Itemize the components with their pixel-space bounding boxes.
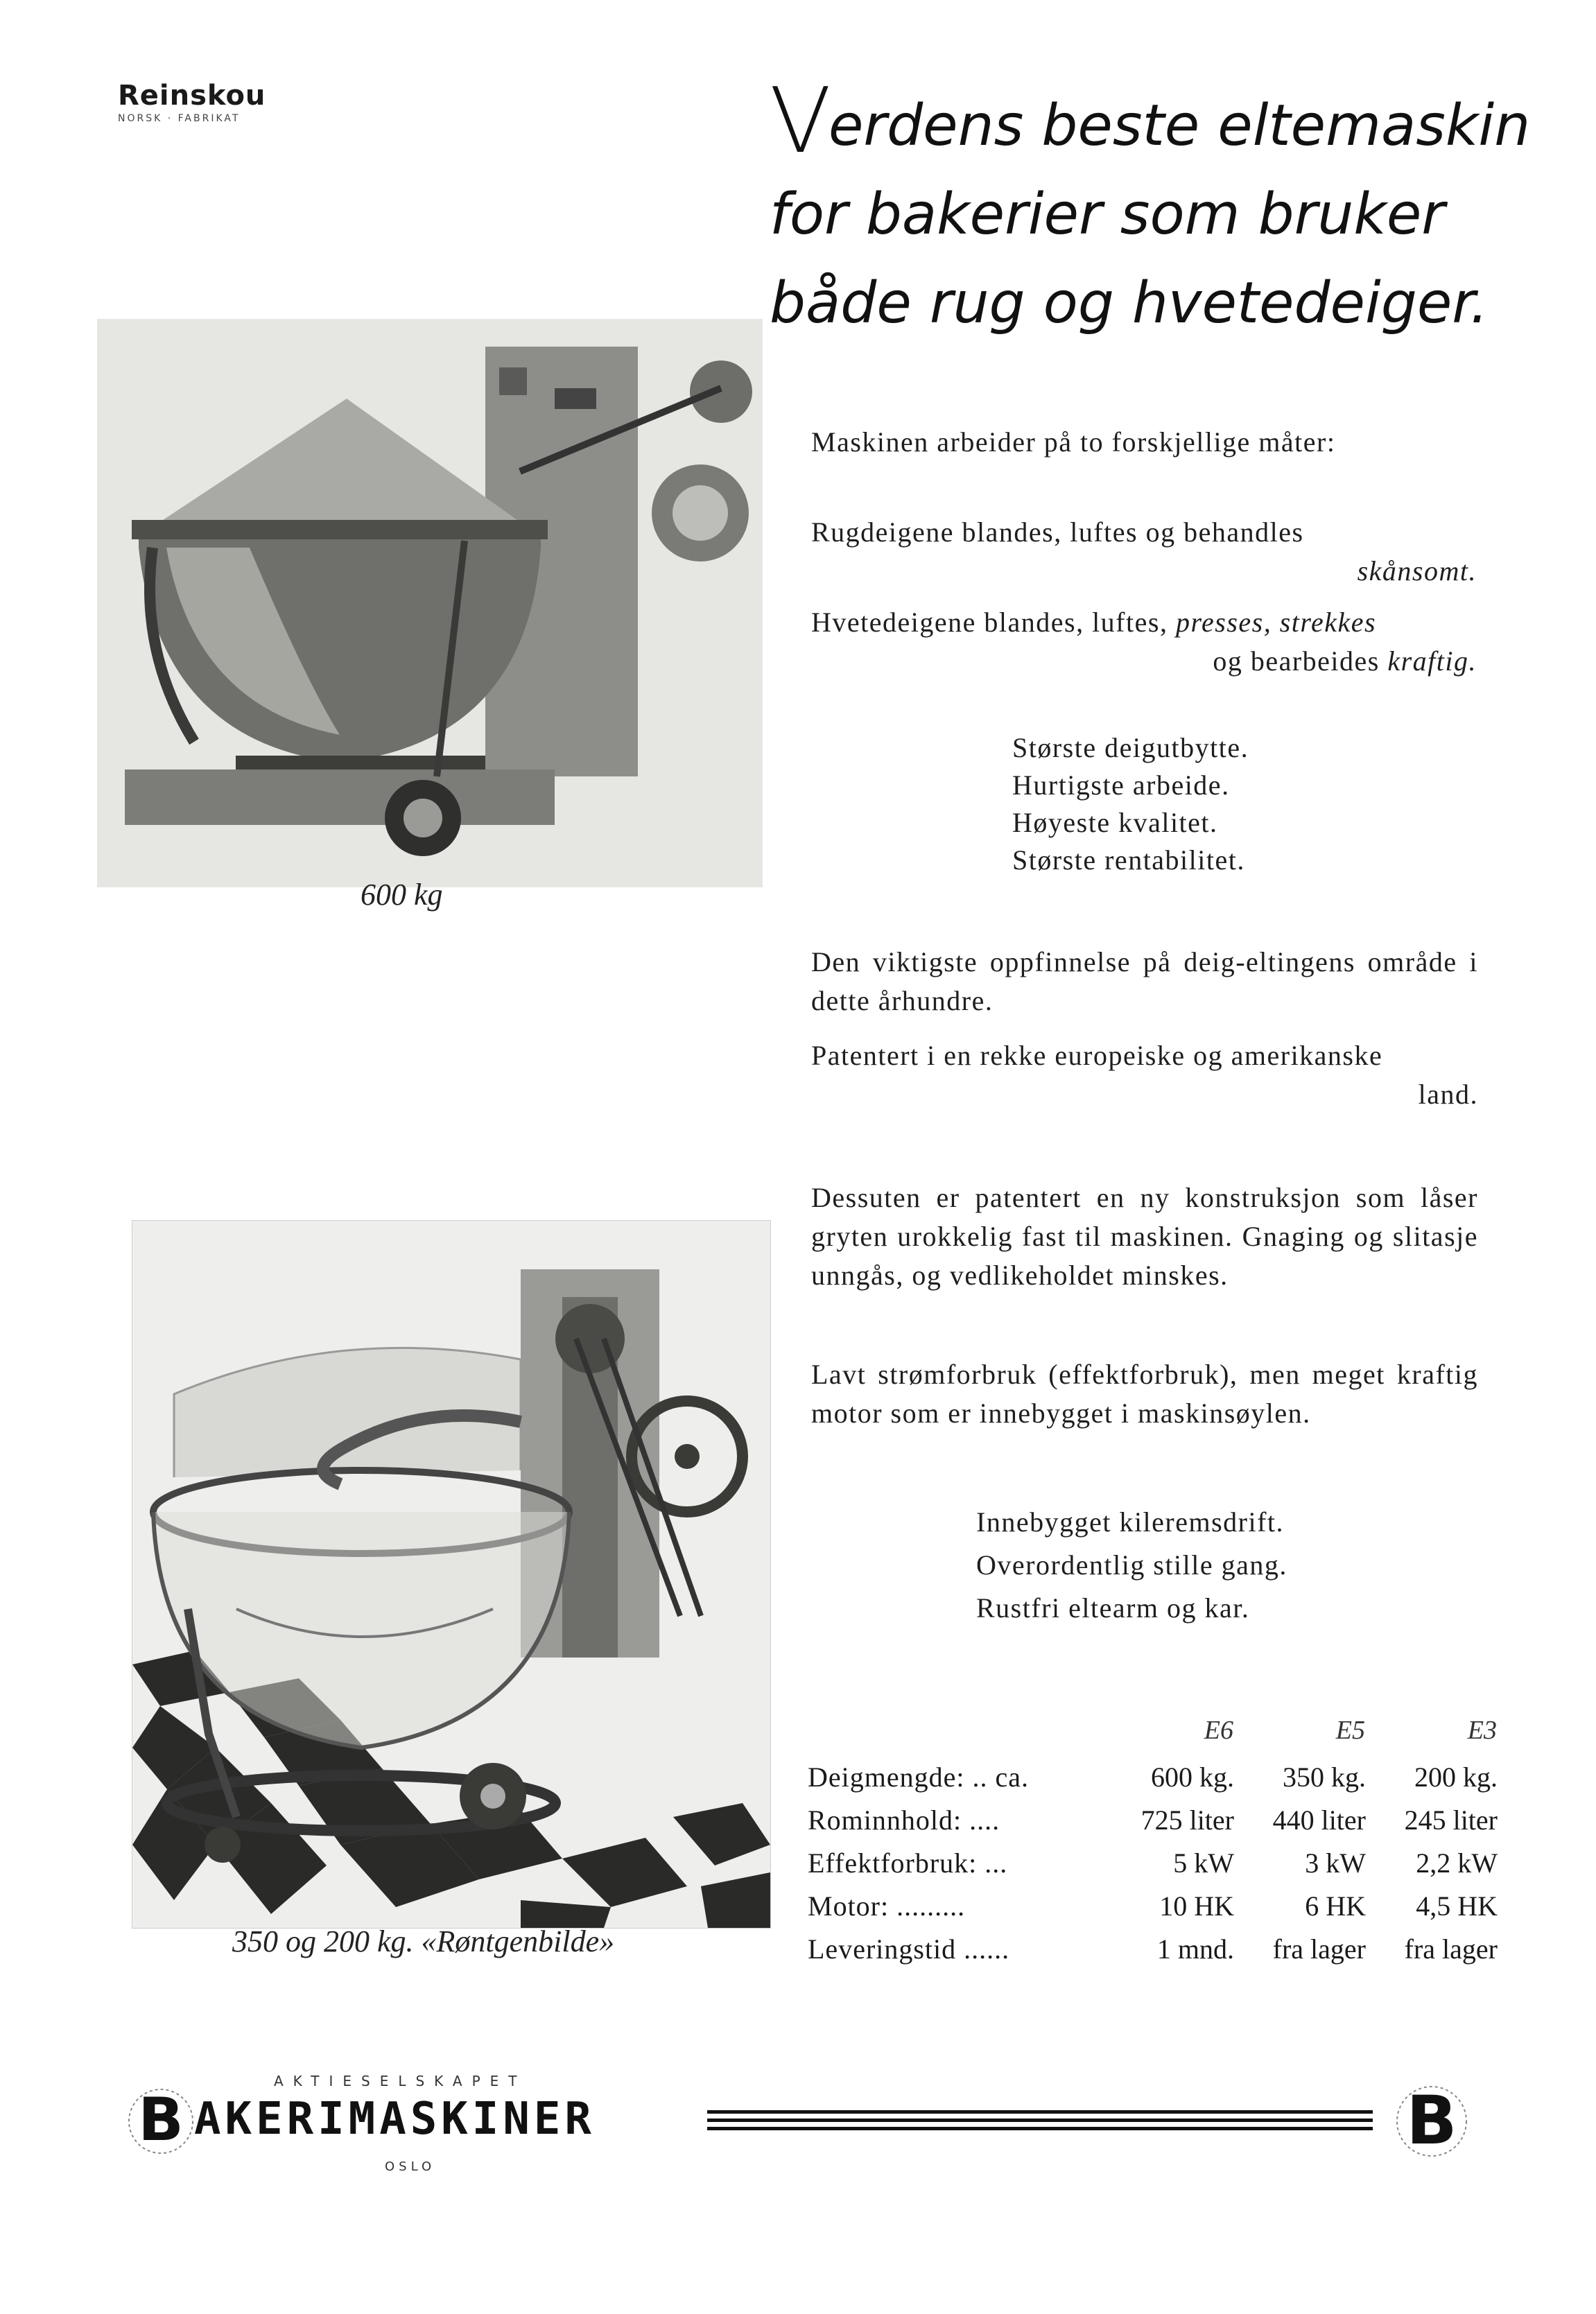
spec-row (808, 1798, 1498, 1841)
spec-value: 5 kW (1173, 1847, 1234, 1879)
headline-line-1: Verdens beste eltemaskin (770, 68, 1531, 173)
brand-logo (118, 80, 340, 124)
feature-item: Overordentlig stille gang. (976, 1549, 1287, 1581)
spec-value: 600 kg. (1151, 1761, 1234, 1793)
rug-paragraph: Rugdeigene blandes, luftes og behandles skånsomt. (811, 516, 1477, 586)
footer-city: OSLO (385, 2159, 436, 2174)
spec-value: 1 mnd. (1156, 1933, 1234, 1965)
spec-value: fra lager (1272, 1933, 1366, 1965)
spec-label: Rominnhold: .... (808, 1804, 1000, 1836)
invention-paragraph: Den viktigste oppfinnelse på deig-eltingens område i dette århundre. (811, 946, 1478, 1016)
power-paragraph: Lavt strømforbruk (effektforbruk), men meget kraftig motor som er innebygget i maskinsøylen. (811, 1359, 1478, 1429)
svg-text:B: B (138, 2085, 184, 2155)
spec-value: 245 liter (1404, 1804, 1498, 1836)
spec-row (808, 1841, 1498, 1884)
benefit-item: Største rentabilitet. (1012, 844, 1245, 876)
photo2-caption: 350 og 200 kg. «Røntgenbilde» (232, 1924, 615, 1958)
benefit-item: Hurtigste arbeide. (1012, 769, 1230, 801)
hvete-paragraph: Hvetedeigene blandes, luftes, presses, strekkes og bearbeides kraftig. (811, 607, 1477, 677)
footer-rule (707, 2107, 1373, 2132)
spec-label: Motor: ......... (808, 1890, 966, 1922)
spec-value: 4,5 HK (1416, 1890, 1498, 1922)
model-header: E6 (1204, 1716, 1233, 1745)
spec-row (808, 1755, 1498, 1798)
spec-row (808, 1884, 1498, 1927)
spec-label: Leveringstid ...... (808, 1933, 1010, 1965)
spec-header-row (808, 1705, 1498, 1755)
mixer-photo-600kg (97, 319, 763, 887)
brand-name: Reinskou (118, 80, 266, 112)
model-header: E5 (1335, 1716, 1365, 1745)
spec-table (808, 1705, 1498, 1970)
footer-logo-b-left (126, 2083, 196, 2159)
model-header: E3 (1467, 1716, 1497, 1745)
spec-label: Effektforbruk: ... (808, 1847, 1008, 1879)
patent-paragraph: Patentert i en rekke europeiske og amerikanske land. (811, 1040, 1478, 1110)
spec-value: 350 kg. (1283, 1761, 1366, 1793)
footer-logo-b-right (1394, 2080, 1470, 2163)
construction-paragraph: Dessuten er patentert en ny konstruksjon som låser gryten urokkelig fast til maskinen. Gnaging og slitasje unngås, og vedlikeholdet minskes. (811, 1182, 1478, 1291)
spec-value: 200 kg. (1414, 1761, 1498, 1793)
benefit-item: Største deigutbytte. (1012, 732, 1249, 763)
feature-list (976, 1501, 1287, 1630)
feature-item: Innebygget kileremsdrift. (976, 1506, 1285, 1538)
spec-value: 2,2 kW (1416, 1847, 1498, 1879)
spec-row (808, 1927, 1498, 1970)
spec-value: 725 liter (1140, 1804, 1234, 1836)
feature-item: Rustfri eltearm og kar. (976, 1592, 1250, 1624)
headline-line-3: både rug og hvetedeiger. (770, 270, 1489, 336)
benefit-item: Høyeste kvalitet. (1012, 807, 1218, 838)
footer-company-name: AKERIMASKINER (194, 2094, 596, 2145)
svg-text:B: B (1406, 2082, 1457, 2159)
footer-company-type: AKTIESELSKAPET (274, 2073, 527, 2089)
spec-value: 6 HK (1305, 1890, 1366, 1922)
brand-subtitle: NORSK · FABRIKAT (118, 113, 241, 124)
intro-text: Maskinen arbeider på to forskjellige måter: (811, 426, 1336, 458)
spec-label: Deigmengde: .. ca. (808, 1761, 1029, 1793)
photo1-caption: 600 kg (361, 878, 443, 912)
headline-line-2: for bakerier som bruker (770, 182, 1445, 247)
benefit-list (1012, 729, 1249, 879)
spec-value: fra lager (1404, 1933, 1498, 1965)
mixer-xray-photo (132, 1220, 771, 1929)
spec-value: 10 HK (1159, 1890, 1234, 1922)
spec-value: 440 liter (1272, 1804, 1366, 1836)
headline-initial: V (770, 68, 831, 173)
spec-value: 3 kW (1305, 1847, 1366, 1879)
headline (770, 68, 1539, 348)
